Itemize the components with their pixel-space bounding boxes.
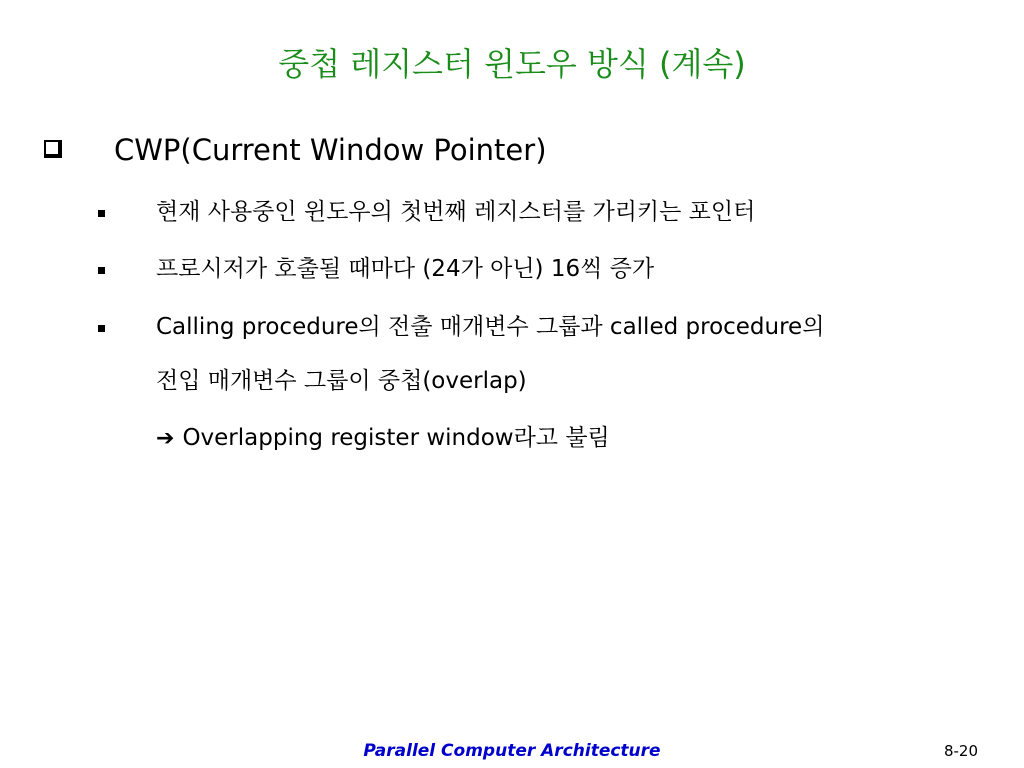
sub-bullet-text: Calling procedure의 전출 매개변수 그룹과 called procedure의	[156, 314, 825, 340]
slide-title: 중첩 레지스터 윈도우 방식 (계속)	[278, 45, 746, 83]
sub-bullet-text: 프로시저가 호출될 때마다 (24가 아닌) 16씩 증가	[156, 256, 655, 282]
arrow-line-content	[156, 420, 610, 457]
square-bullet-icon	[98, 210, 105, 217]
page-number: 8-20	[943, 742, 978, 760]
footer-title: Parallel Computer Architecture	[363, 741, 661, 761]
square-bullet-icon	[98, 267, 105, 274]
main-bullet-text: CWP(Current Window Pointer)	[114, 133, 547, 167]
checkbox-icon	[44, 140, 62, 158]
right-arrow-icon: ➔	[156, 426, 175, 451]
square-bullet-icon	[98, 325, 105, 332]
continuation-text: 전입 매개변수 그룹이 중첩(overlap)	[156, 368, 527, 394]
arrow-line-text: Overlapping register window라고 불림	[182, 425, 610, 451]
sub-bullet-text: 현재 사용중인 윈도우의 첫번째 레지스터를 가리키는 포인터	[156, 199, 756, 225]
